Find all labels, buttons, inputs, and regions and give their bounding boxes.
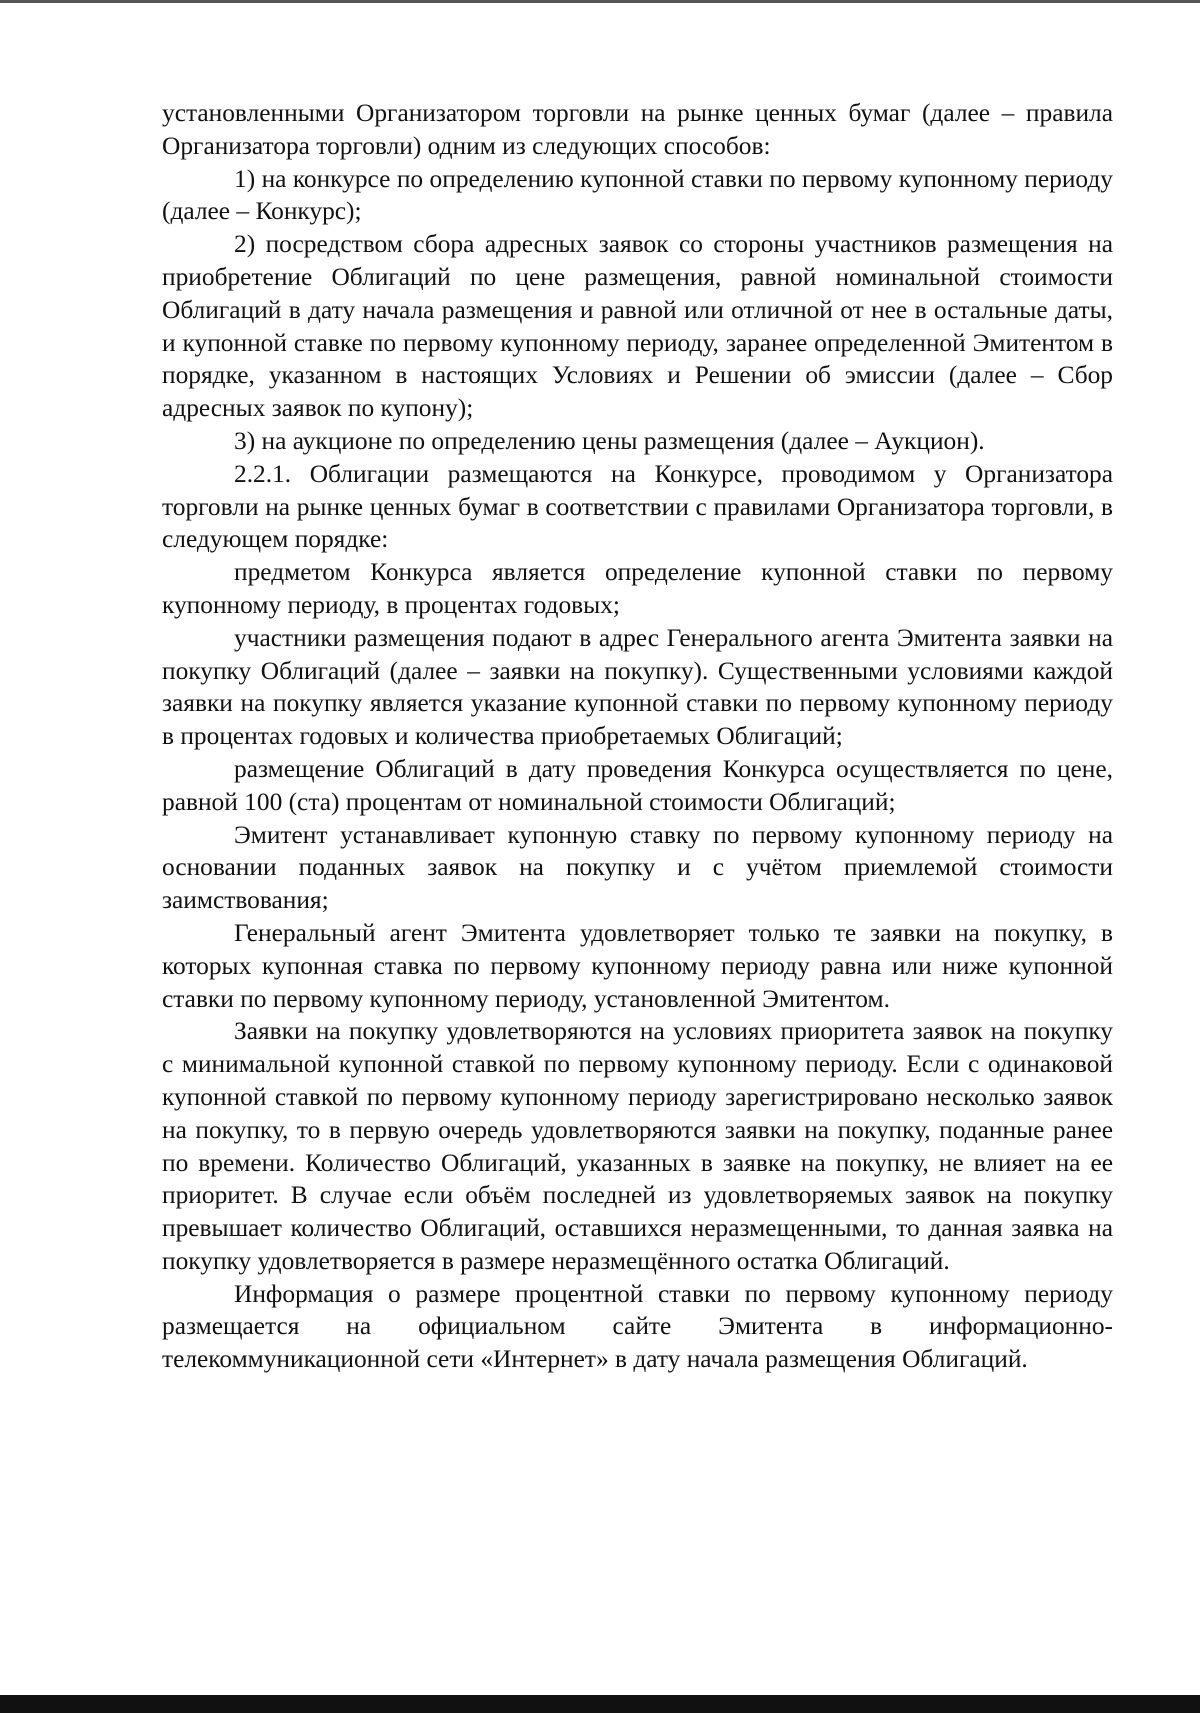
paragraph-participants: участники размещения подают в адрес Генерального агента Эмитента заявки на покупку Облигаций (далее – заявки на покупку). Существенными условиями каждой заявки на покупку является указание купонной ставки по первому купонному периоду в процентах годовых и количества приобретаемых Облигаций; [162, 623, 1113, 751]
paragraph-method-2: 2) посредством сбора адресных заявок со стороны участников размещения на приобретение Облигаций по цене размещения, равной номинальной стоимости Облигаций в дату начала размещения и равной или отличной от нее в остальные даты, и купонной ставке по первому купонному периоду, заранее определенной Эмитентом в порядке, указанном в настоящих Условиях и Решении об эмиссии (далее – Сбор адресных заявок по купону); [162, 230, 1113, 423]
paragraph-agent-satisfies: Генеральный агент Эмитента удовлетворяет только те заявки на покупку, в которых купонная ставка по первому купонному периоду равна или ниже купонной ставки по первому купонному периоду, установленной Эмитентом. [162, 918, 1113, 1013]
paragraph-priority: Заявки на покупку удовлетворяются на условиях приоритета заявок на покупку с минимальной купонной ставкой по первому купонному периоду. Если с одинаковой купонной ставкой по первому купонному периоду зарегистрировано несколько заявок на покупку, то в первую очередь удовлетворяются заявки на покупку, поданные ранее по времени. Количество Облигаций, указанных в заявке на покупку, не влияет на ее приоритет. В случае если объём последней из удовлетворяемых заявок на покупку превышает количество Облигаций, оставшихся неразмещенными, то данная заявка на покупку удовлетворяется в размере неразмещённого остатка Облигаций. [162, 1017, 1113, 1275]
paragraph-placement-price: размещение Облигаций в дату проведения Конкурса осуществляется по цене, равной 100 (ста) процентам от номинальной стоимости Облигаций; [162, 754, 1113, 816]
paragraph-method-3: 3) на аукционе по определению цены размещения (далее – Аукцион). [234, 426, 985, 455]
scan-edge-top [0, 0, 1200, 3]
paragraph-method-1: 1) на конкурсе по определению купонной ставки по первому купонному периоду (далее – Конкурс); [162, 164, 1113, 226]
paragraph-section-2-2-1: 2.2.1. Облигации размещаются на Конкурсе, проводимом у Организатора торговли на рынке ценных бумаг в соответствии с правилами Организатора торговли, в следующем порядке: [162, 459, 1113, 554]
document-body [162, 97, 1113, 1376]
paragraph-information: Информация о размере процентной ставки по первому купонному периоду размещается на официальном сайте Эмитента в информационно-телекоммуникационной сети «Интернет» в дату начала размещения Облигаций. [162, 1279, 1113, 1374]
paragraph-continuation: установленными Организатором торговли на рынке ценных бумаг (далее – правила Организатора торговли) одним из следующих способов: [162, 99, 1113, 160]
paragraph-issuer-rate: Эмитент устанавливает купонную ставку по первому купонному периоду на основании поданных заявок на покупку и с учётом приемлемой стоимости заимствования; [162, 820, 1113, 915]
scan-edge-bottom [0, 1695, 1200, 1713]
paragraph-contest-subject: предметом Конкурса является определение купонной ставки по первому купонному периоду, в процентах годовых; [162, 558, 1113, 619]
